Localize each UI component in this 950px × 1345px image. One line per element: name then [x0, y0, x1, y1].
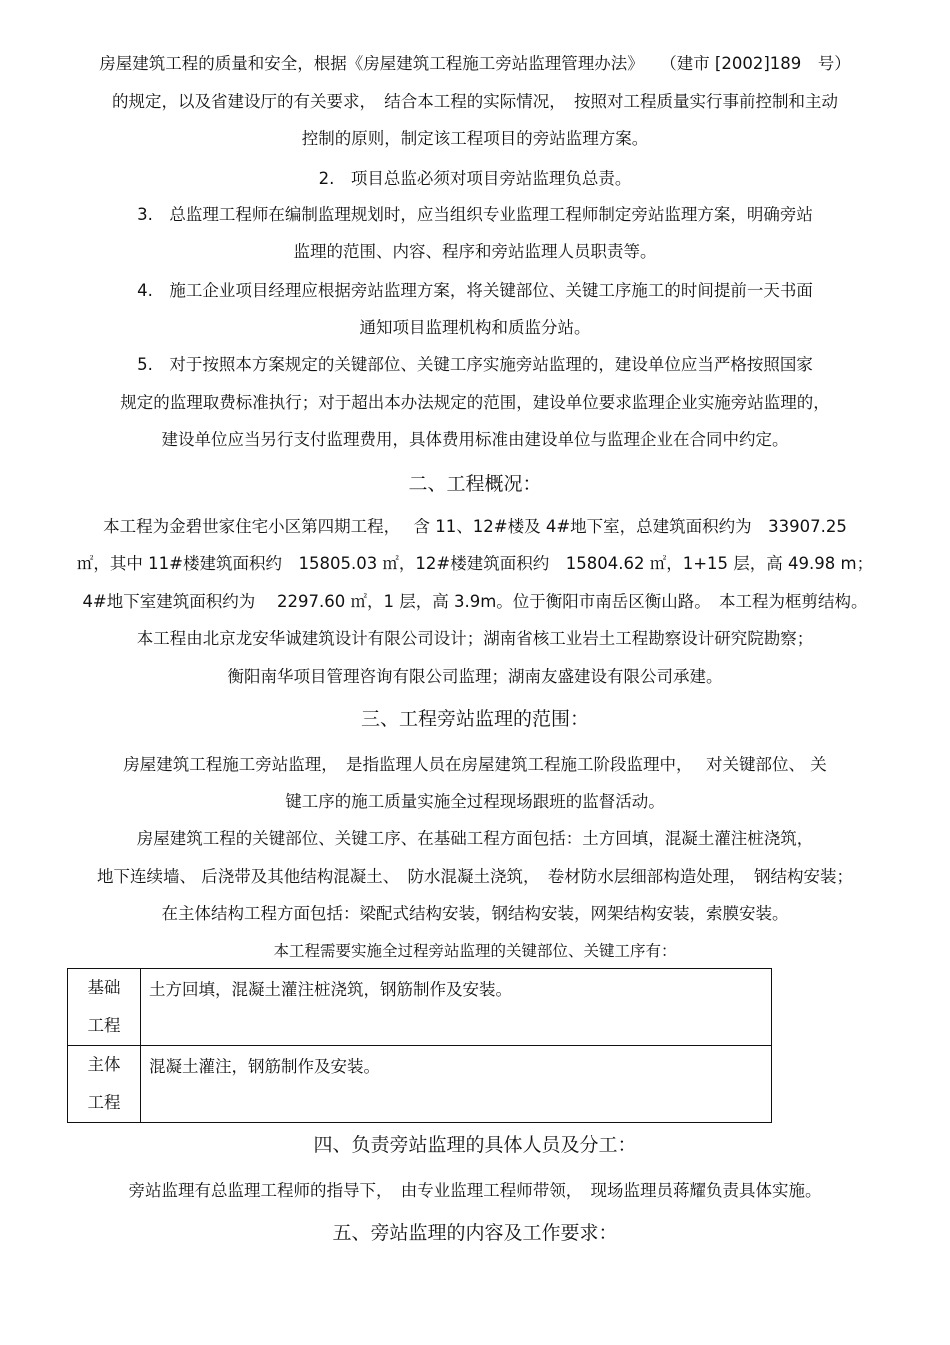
scope-line-2: 键工序的施工质量实施全过程现场跟班的监督活动。 [285, 792, 665, 811]
item-5-line-2: 规定的监理取费标准执行；对于超出本办法规定的范围，建设单位要求监理企业实施旁站监理的， [120, 393, 830, 412]
category-line: 主体 [87, 1055, 121, 1074]
table-caption: 本工程需要实施全过程旁站监理的关键部位、关键工序有： [273, 942, 677, 960]
parties-line-1: 本工程由北京龙安华诚建筑设计有限公司设计；湖南省核工业岩土工程勘察设计研究院勘察； [136, 629, 814, 648]
key-parts-line-1: 房屋建筑工程的关键部位、关键工序、在基础工程方面包括：土方回填，混凝土灌注桩浇筑， [136, 829, 814, 848]
table-row [68, 969, 772, 1046]
intro-line-2: 的规定，以及省建设厅的有关要求， 结合本工程的实际情况， 按照对工程质量实行事前控制和主动 [112, 92, 838, 111]
table-category-cell [68, 1046, 141, 1123]
category-line: 基础 [87, 978, 121, 997]
overview-line-2: ㎡，其中 11#楼建筑面积约 15805.03 ㎡，12#楼建筑面积约 15804.62 ㎡，1+15 层，高 49.98 m； [76, 554, 874, 573]
item-5-line-1: 5. 对于按照本方案规定的关键部位、关键工序实施旁站监理的，建设单位应当严格按照国家 [137, 355, 813, 374]
category-line: 工程 [87, 1093, 121, 1112]
overview-line-1: 本工程为金碧世家住宅小区第四期工程， 含 11、12#楼及 4#地下室，总建筑面积约为 33907.25 [103, 517, 847, 536]
category-line: 工程 [87, 1016, 121, 1035]
intro-line-3: 控制的原则，制定该工程项目的旁站监理方案。 [301, 129, 649, 148]
item-3-line-1: 3. 总监理工程师在编制监理规划时，应当组织专业监理工程师制定旁站监理方案，明确旁站 [137, 205, 813, 224]
table-content-cell: 混凝土灌注，钢筋制作及安装。 [141, 1046, 772, 1123]
item-3-line-2: 监理的范围、内容、程序和旁站监理人员职责等。 [293, 242, 657, 261]
parties-line-2: 衡阳南华项目管理咨询有限公司监理；湖南友盛建设有限公司承建。 [227, 667, 723, 686]
table-category-cell [68, 969, 141, 1046]
item-2: 2. 项目总监必须对项目旁站监理负总责。 [318, 169, 632, 188]
item-4-line-1: 4. 施工企业项目经理应根据旁站监理方案，将关键部位、关键工序施工的时间提前一天书面 [137, 281, 813, 300]
intro-line-1: 房屋建筑工程的质量和安全，根据《房屋建筑工程施工旁站监理管理办法》 （建市 [2002]189 号） [99, 54, 851, 73]
item-5-line-3: 建设单位应当另行支付监理费用，具体费用标准由建设单位与监理企业在合同中约定。 [161, 430, 789, 449]
overview-line-3: 4#地下室建筑面积约为 2297.60 ㎡，1 层，高 3.9m。位于衡阳市南岳区衡山路。 本工程为框剪结构。 [82, 592, 868, 611]
table-row [68, 1046, 772, 1123]
section-4-heading: 四、负责旁站监理的具体人员及分工： [313, 1134, 637, 1156]
section-5-heading: 五、旁站监理的内容及工作要求： [332, 1222, 618, 1244]
personnel-line: 旁站监理有总监理工程师的指导下， 由专业监理工程师带领， 现场监理员蒋耀负责具体实施。 [128, 1181, 822, 1200]
key-procedures-table [67, 968, 772, 1123]
section-3-heading: 三、工程旁站监理的范围： [360, 708, 589, 730]
scope-line-1: 房屋建筑工程施工旁站监理， 是指监理人员在房屋建筑工程施工阶段监理中， 对关键部位、 关 [123, 755, 827, 774]
table-content-cell: 土方回填，混凝土灌注桩浇筑，钢筋制作及安装。 [141, 969, 772, 1046]
item-4-line-2: 通知项目监理机构和质监分站。 [359, 318, 591, 337]
section-2-heading: 二、工程概况： [408, 473, 542, 495]
key-parts-line-3: 在主体结构工程方面包括：梁配式结构安装，钢结构安装，网架结构安装，索膜安装。 [161, 904, 789, 923]
key-parts-line-2: 地下连续墙、 后浇带及其他结构混凝土、 防水混凝土浇筑， 卷材防水层细部构造处理， 钢结构安装； [97, 867, 853, 886]
